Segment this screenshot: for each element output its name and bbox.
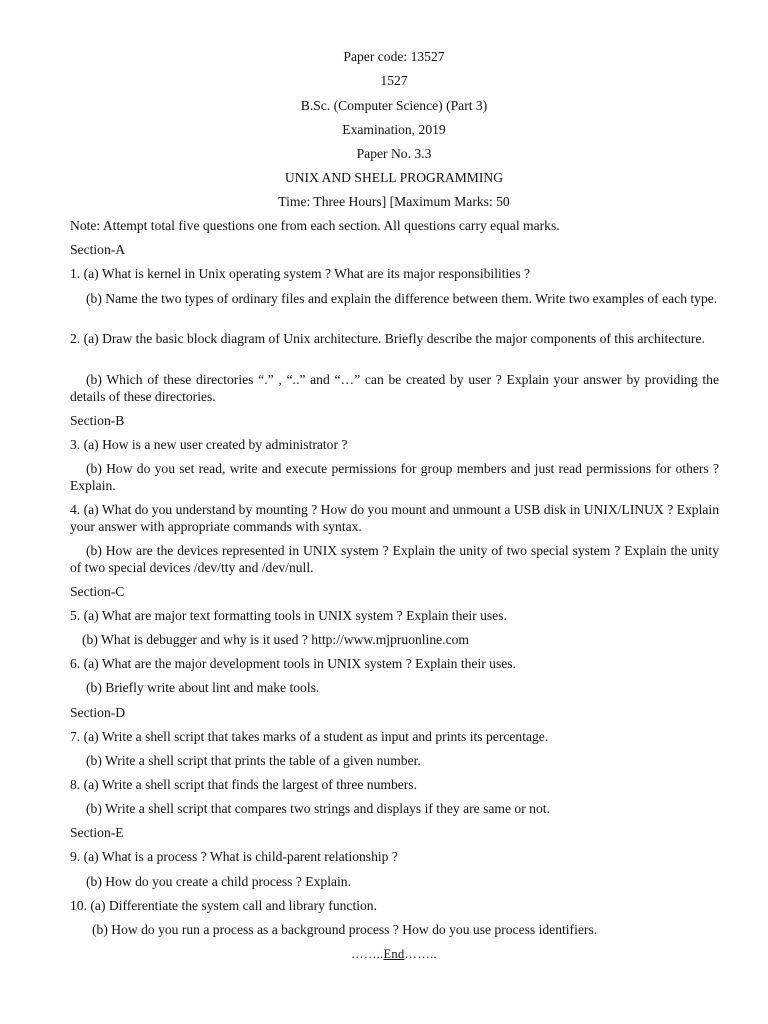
question-4b: (b) How are the devices represented in UNIX system ? Explain the unity of two special system ? Explain the unity of two special devices /dev/tty and /dev/null. (70, 543, 719, 575)
question-10a: 10. (a) Differentiate the system call and library function. (70, 898, 378, 913)
question-6b: (b) Briefly write about lint and make tools. (86, 680, 320, 695)
question-3b: (b) How do you set read, write and execute permissions for group members and just read permissions for others ? Explain. (70, 461, 719, 493)
section-heading-b: Section-B (70, 413, 125, 428)
question-8b: (b) Write a shell script that compares two strings and displays if they are same or not. (86, 801, 550, 816)
paper-no: Paper No. 3.3 (356, 146, 432, 161)
question-10b: (b) How do you run a process as a background process ? How do you use process identifiers. (92, 922, 598, 937)
question-9a: 9. (a) What is a process ? What is child-parent relationship ? (70, 849, 398, 864)
section-heading-d: Section-D (70, 705, 126, 720)
question-8a: 8. (a) Write a shell script that finds the largest of three numbers. (70, 777, 417, 792)
subject-title: UNIX AND SHELL PROGRAMMING (284, 170, 504, 185)
exam-year: Examination, 2019 (342, 122, 446, 137)
question-3a: 3. (a) How is a new user created by administrator ? (70, 437, 348, 452)
paper-code: Paper code: 13527 (343, 49, 445, 64)
question-5b: (b) What is debugger and why is it used ? http://www.mjpruonline.com (82, 632, 469, 647)
instructions-note: Note: Attempt total five questions one from each section. All questions carry equal marks. (70, 218, 560, 233)
question-7a: 7. (a) Write a shell script that takes marks of a student as input and prints its percentage. (70, 729, 549, 744)
section-heading-a: Section-A (70, 242, 126, 257)
question-1a: 1. (a) What is kernel in Unix operating system ? What are its major responsibilities ? (70, 266, 531, 281)
end-marker: ……..End…….. (351, 947, 437, 961)
question-7b: (b) Write a shell script that prints the table of a given number. (86, 753, 421, 768)
course-title: B.Sc. (Computer Science) (Part 3) (300, 98, 488, 113)
question-1b: (b) Name the two types of ordinary files and explain the difference between them. Write two examples of each type. (86, 291, 718, 306)
question-4a: 4. (a) What do you understand by mounting ? How do you mount and unmount a USB disk in UNIX/LINUX ? Explain your answer with appropriate commands with syntax. (70, 502, 719, 534)
question-6a: 6. (a) What are the major development tools in UNIX system ? Explain their uses. (70, 656, 516, 671)
paper-number: 1527 (380, 73, 408, 88)
question-5a: 5. (a) What are major text formatting tools in UNIX system ? Explain their uses. (70, 608, 507, 623)
time-marks: Time: Three Hours] [Maximum Marks: 50 (278, 194, 510, 209)
question-9b: (b) How do you create a child process ? Explain. (86, 874, 351, 889)
question-2a: 2. (a) Draw the basic block diagram of Unix architecture. Briefly describe the major components of this architecture. (70, 331, 705, 346)
section-heading-c: Section-C (70, 584, 125, 599)
section-heading-e: Section-E (70, 825, 124, 840)
end-word: End (383, 947, 405, 961)
question-2b: (b) Which of these directories “.” , “..” and “…” can be created by user ? Explain your answer by providing the details of these directories. (70, 372, 719, 404)
